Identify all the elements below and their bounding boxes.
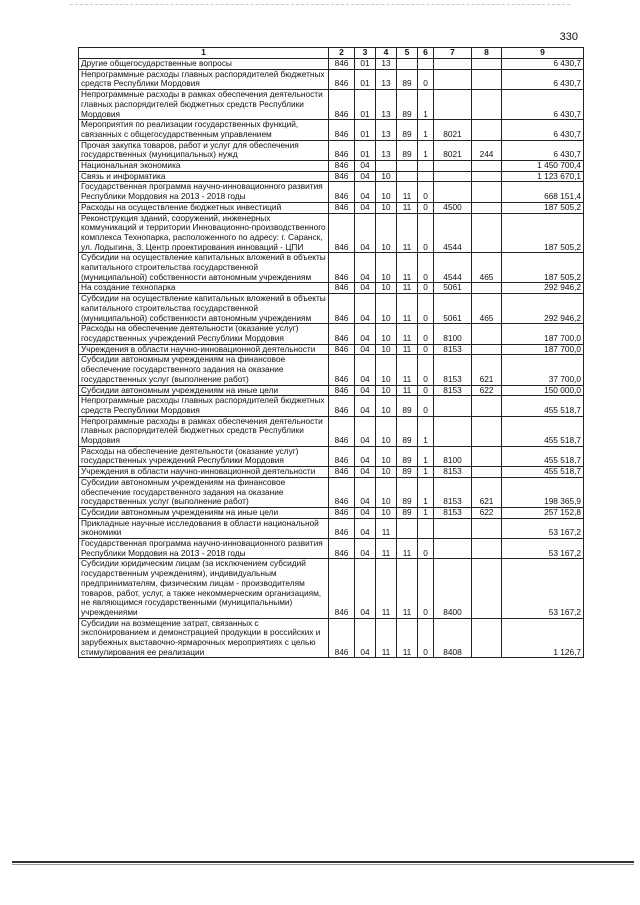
row-amount: 668 151,4 [502,182,584,202]
row-amount: 292 946,2 [502,294,584,324]
table-row [79,396,584,416]
row-code-expense-type: 621 [472,477,502,507]
table-row [79,59,584,70]
row-code-subprogram: 0 [418,539,434,559]
table-row [79,69,584,89]
table-row [79,518,584,538]
col-header: 7 [434,48,472,59]
row-code-subsection: 10 [376,396,397,416]
row-code-target: 5061 [434,294,472,324]
scan-top-edge [70,4,570,5]
row-code-expense-type [472,283,502,294]
budget-table [78,47,584,658]
row-name: Субсидии юридическим лицам (за исключением субсидий государственным учреждениям), индивидуальным предпринимателям, физическим лицам - производителям товаров, работ, услуг, а также некоммерческим организациям, не являющимся государственными (муниципальными) учреждениями [79,559,329,618]
row-code-expense-type [472,59,502,70]
row-code-ministry: 846 [329,171,355,182]
row-code-ministry: 846 [329,507,355,518]
row-code-ministry: 846 [329,90,355,120]
row-code-ministry: 846 [329,213,355,253]
row-code-subsection: 10 [376,253,397,283]
row-name: Национальная экономика [79,161,329,172]
row-code-expense-type: 465 [472,294,502,324]
row-code-program: 11 [397,618,418,658]
col-header: 2 [329,48,355,59]
row-code-ministry: 846 [329,344,355,355]
row-code-ministry: 846 [329,120,355,140]
table-header-row [79,48,584,59]
row-name: Связь и информатика [79,171,329,182]
row-code-expense-type: 244 [472,140,502,160]
row-code-subprogram: 0 [418,396,434,416]
row-code-ministry: 846 [329,294,355,324]
row-code-ministry: 846 [329,182,355,202]
row-code-program: 89 [397,140,418,160]
table-row [79,344,584,355]
row-name: Субсидии на осуществление капитальных вложений в объекты капитального строительства государственной (муниципальной) собственности автономным учреждениям [79,294,329,324]
row-code-expense-type [472,467,502,478]
row-code-subsection: 10 [376,416,397,446]
row-code-section: 04 [355,467,376,478]
row-code-subsection: 10 [376,467,397,478]
row-code-subsection: 10 [376,446,397,466]
table-row [79,171,584,182]
row-code-expense-type: 621 [472,355,502,385]
row-code-subsection: 13 [376,69,397,89]
row-code-subprogram: 0 [418,385,434,396]
row-name: Субсидии на осуществление капитальных вложений в объекты капитального строительства государственной (муниципальной) собственности автономным учреждениям [79,253,329,283]
row-code-expense-type [472,213,502,253]
row-code-section: 04 [355,283,376,294]
row-code-target: 4544 [434,213,472,253]
row-code-program [397,59,418,70]
row-code-target: 4500 [434,202,472,213]
table-row [79,477,584,507]
row-name: Государственная программа научно-инновационного развития Республики Мордовия на 2013 - 2018 годы [79,182,329,202]
row-amount: 1 126,7 [502,618,584,658]
table-body [79,59,584,658]
col-header: 9 [502,48,584,59]
table-row [79,539,584,559]
row-code-section: 04 [355,294,376,324]
row-name: Учреждения в области научно-инновационной деятельности [79,344,329,355]
row-code-program: 89 [397,69,418,89]
row-name: Непрограммные расходы главных распорядителей бюджетных средств Республики Мордовия [79,396,329,416]
col-header: 6 [418,48,434,59]
row-code-target: 8400 [434,559,472,618]
row-code-program: 11 [397,559,418,618]
row-code-section: 01 [355,59,376,70]
row-code-subsection: 10 [376,385,397,396]
row-code-subprogram [418,171,434,182]
row-code-section: 04 [355,559,376,618]
row-code-expense-type [472,618,502,658]
table-row [79,202,584,213]
row-code-section: 04 [355,507,376,518]
row-code-subprogram: 1 [418,507,434,518]
page-number: 330 [559,31,578,43]
row-code-subprogram: 1 [418,120,434,140]
table-row [79,467,584,478]
row-code-target: 5061 [434,283,472,294]
row-code-section: 04 [355,182,376,202]
row-code-section: 04 [355,539,376,559]
row-code-subsection: 13 [376,140,397,160]
row-amount: 187 700,0 [502,324,584,344]
row-code-ministry: 846 [329,140,355,160]
row-amount: 37 700,0 [502,355,584,385]
row-code-section: 04 [355,344,376,355]
row-name: Непрограммные расходы в рамках обеспечения деятельности главных распорядителей бюджетных средств Республики Мордовия [79,90,329,120]
row-amount: 53 167,2 [502,559,584,618]
row-code-subprogram: 0 [418,283,434,294]
col-header: 5 [397,48,418,59]
row-amount: 187 700,0 [502,344,584,355]
row-code-subprogram: 1 [418,140,434,160]
row-code-subprogram: 0 [418,355,434,385]
row-code-target [434,518,472,538]
row-code-program: 11 [397,385,418,396]
row-code-program: 89 [397,507,418,518]
row-amount: 455 518,7 [502,416,584,446]
row-code-expense-type [472,182,502,202]
row-amount: 1 450 700,4 [502,161,584,172]
row-code-subsection: 10 [376,324,397,344]
row-code-target [434,171,472,182]
row-code-subsection: 10 [376,283,397,294]
row-code-program: 11 [397,213,418,253]
row-code-subsection: 10 [376,477,397,507]
row-amount: 198 365,9 [502,477,584,507]
row-amount: 257 152,8 [502,507,584,518]
row-code-program: 89 [397,396,418,416]
row-code-program: 89 [397,90,418,120]
row-code-expense-type [472,120,502,140]
row-code-subprogram: 1 [418,446,434,466]
row-code-ministry: 846 [329,396,355,416]
row-code-section: 04 [355,202,376,213]
row-code-subprogram: 0 [418,559,434,618]
row-code-subsection: 13 [376,120,397,140]
table-row [79,294,584,324]
row-code-expense-type [472,344,502,355]
row-code-program: 89 [397,477,418,507]
row-code-section: 04 [355,396,376,416]
row-code-ministry: 846 [329,416,355,446]
row-code-expense-type: 465 [472,253,502,283]
row-code-ministry: 846 [329,618,355,658]
row-code-subsection: 10 [376,355,397,385]
row-code-ministry: 846 [329,283,355,294]
row-code-ministry: 846 [329,467,355,478]
col-header: 4 [376,48,397,59]
row-code-section: 01 [355,69,376,89]
row-name: Прочая закупка товаров, работ и услуг для обеспечения государственных (муниципальных) нужд [79,140,329,160]
row-code-target [434,161,472,172]
table-row [79,416,584,446]
row-code-program [397,171,418,182]
row-code-expense-type [472,202,502,213]
row-code-target [434,59,472,70]
table-row [79,355,584,385]
row-code-subprogram: 0 [418,202,434,213]
row-code-expense-type [472,446,502,466]
row-code-subprogram: 1 [418,416,434,446]
row-code-section: 04 [355,416,376,446]
row-code-section: 01 [355,90,376,120]
row-amount: 455 518,7 [502,396,584,416]
row-code-subprogram [418,59,434,70]
row-name: Расходы на обеспечение деятельности (оказание услуг) государственных учреждений Республики Мордовия [79,324,329,344]
row-code-subsection: 13 [376,59,397,70]
row-code-subsection: 13 [376,90,397,120]
row-name: Непрограммные расходы в рамках обеспечения деятельности главных распорядителей бюджетных средств Республики Мордовия [79,416,329,446]
row-code-ministry: 846 [329,253,355,283]
row-code-ministry: 846 [329,59,355,70]
row-code-section: 01 [355,140,376,160]
row-amount: 292 946,2 [502,283,584,294]
row-code-subsection: 10 [376,202,397,213]
row-code-subprogram: 0 [418,324,434,344]
row-code-program: 11 [397,202,418,213]
row-amount: 1 123 670,1 [502,171,584,182]
row-code-subsection: 11 [376,559,397,618]
row-code-subsection: 10 [376,213,397,253]
table-row [79,253,584,283]
row-code-section: 04 [355,355,376,385]
row-code-ministry: 846 [329,559,355,618]
row-amount: 6 430,7 [502,140,584,160]
row-code-expense-type: 622 [472,507,502,518]
row-code-section: 04 [355,213,376,253]
row-name: Субсидии автономным учреждениям на финансовое обеспечение государственного задания на оказание государственных услуг (выполнение работ) [79,355,329,385]
row-name: Государственная программа научно-инновационного развития Республики Мордовия на 2013 - 2018 годы [79,539,329,559]
row-amount: 53 167,2 [502,518,584,538]
row-code-subprogram: 1 [418,477,434,507]
row-code-ministry: 846 [329,446,355,466]
row-code-expense-type [472,324,502,344]
row-name: Расходы на обеспечение деятельности (оказание услуг) государственных учреждений Республики Мордовия [79,446,329,466]
row-code-target: 4544 [434,253,472,283]
row-name: Реконструкция зданий, сооружений, инженерных коммуникаций и территории Инновационно-производственного комплекса Технопарка, расположенного по адресу: г. Саранск, ул. Лодыгина, 3. Центр проектирования инноваций - ЦПИ [79,213,329,253]
row-code-subprogram [418,161,434,172]
row-code-target: 8100 [434,324,472,344]
row-code-target: 8153 [434,507,472,518]
row-code-subsection: 11 [376,518,397,538]
row-name: Учреждения в области научно-инновационной деятельности [79,467,329,478]
row-code-subprogram: 0 [418,344,434,355]
row-code-expense-type [472,171,502,182]
row-code-subsection: 10 [376,344,397,355]
row-code-program: 11 [397,539,418,559]
row-code-section: 04 [355,324,376,344]
row-name: Субсидии автономным учреждениям на финансовое обеспечение государственного задания на оказание государственных услуг (выполнение работ) [79,477,329,507]
row-code-expense-type [472,90,502,120]
row-code-program: 89 [397,416,418,446]
row-name: Субсидии на возмещение затрат, связанных с экспонированием и демонстрацией продукции в российских и зарубежных выставочно-ярмарочных мероприятиях с целью стимулирования ее реализации [79,618,329,658]
row-code-subprogram: 0 [418,182,434,202]
col-header: 3 [355,48,376,59]
row-code-target: 8153 [434,344,472,355]
row-code-section: 04 [355,618,376,658]
row-code-section: 04 [355,446,376,466]
table-row [79,120,584,140]
row-code-ministry: 846 [329,69,355,89]
row-code-target [434,182,472,202]
table-row [79,90,584,120]
row-code-program: 89 [397,467,418,478]
row-code-target [434,69,472,89]
row-name: Мероприятия по реализации государственных функций, связанных с общегосударственным управлением [79,120,329,140]
row-code-target [434,396,472,416]
row-code-section: 04 [355,253,376,283]
row-name: Субсидии автономным учреждениям на иные цели [79,385,329,396]
row-code-subsection: 11 [376,539,397,559]
row-code-ministry: 846 [329,324,355,344]
row-code-expense-type [472,69,502,89]
row-code-target [434,416,472,446]
row-code-target [434,539,472,559]
row-code-expense-type [472,539,502,559]
table-row [79,507,584,518]
row-code-section: 04 [355,518,376,538]
row-amount: 187 505,2 [502,213,584,253]
row-code-target: 8153 [434,477,472,507]
row-amount: 53 167,2 [502,539,584,559]
row-code-expense-type [472,518,502,538]
row-name: Непрограммные расходы главных распорядителей бюджетных средств Республики Мордовия [79,69,329,89]
row-code-subsection: 10 [376,171,397,182]
row-amount: 6 430,7 [502,120,584,140]
row-code-target: 8153 [434,355,472,385]
row-code-subsection: 10 [376,507,397,518]
row-code-subsection: 11 [376,618,397,658]
row-amount: 6 430,7 [502,90,584,120]
table-row [79,446,584,466]
row-code-ministry: 846 [329,539,355,559]
row-code-program: 11 [397,253,418,283]
row-code-program: 11 [397,344,418,355]
table-row [79,559,584,618]
row-code-subprogram: 1 [418,467,434,478]
row-code-section: 04 [355,385,376,396]
row-code-program: 89 [397,446,418,466]
row-code-subprogram: 0 [418,618,434,658]
row-name: На создание технопарка [79,283,329,294]
row-code-expense-type [472,396,502,416]
row-code-expense-type [472,416,502,446]
row-code-target: 8153 [434,467,472,478]
row-code-target: 8153 [434,385,472,396]
row-code-ministry: 846 [329,202,355,213]
row-code-target: 8408 [434,618,472,658]
row-code-ministry: 846 [329,518,355,538]
row-name: Расходы на осуществление бюджетных инвестиций [79,202,329,213]
scan-bottom-edge-shadow [12,864,634,865]
table-row [79,324,584,344]
row-code-program: 11 [397,324,418,344]
row-code-subprogram: 0 [418,253,434,283]
table-row [79,140,584,160]
row-code-program: 11 [397,283,418,294]
row-code-subsection: 10 [376,182,397,202]
row-code-ministry: 846 [329,385,355,396]
row-code-subprogram [418,518,434,538]
row-code-ministry: 846 [329,355,355,385]
col-header: 1 [79,48,329,59]
row-code-subprogram: 1 [418,90,434,120]
row-code-expense-type [472,161,502,172]
row-amount: 455 518,7 [502,467,584,478]
row-code-section: 04 [355,171,376,182]
row-code-subprogram: 0 [418,69,434,89]
scan-bottom-edge [12,861,634,863]
table-row [79,161,584,172]
row-code-program: 11 [397,182,418,202]
row-code-target [434,90,472,120]
row-name: Другие общегосударственные вопросы [79,59,329,70]
table-row [79,213,584,253]
row-code-subprogram: 0 [418,213,434,253]
row-code-program [397,161,418,172]
row-name: Субсидии автономным учреждениям на иные цели [79,507,329,518]
row-name: Прикладные научные исследования в области национальной экономики [79,518,329,538]
row-amount: 6 430,7 [502,69,584,89]
row-code-ministry: 846 [329,161,355,172]
row-amount: 6 430,7 [502,59,584,70]
row-code-target: 8021 [434,120,472,140]
row-code-target: 8021 [434,140,472,160]
table-row [79,283,584,294]
table-row [79,385,584,396]
row-code-subprogram: 0 [418,294,434,324]
row-code-section: 01 [355,120,376,140]
table-row [79,618,584,658]
row-code-ministry: 846 [329,477,355,507]
table-row [79,182,584,202]
row-code-program: 11 [397,294,418,324]
row-code-expense-type: 622 [472,385,502,396]
row-code-subsection [376,161,397,172]
col-header: 8 [472,48,502,59]
row-code-section: 04 [355,161,376,172]
row-amount: 187 505,2 [502,253,584,283]
row-amount: 150 000,0 [502,385,584,396]
row-code-section: 04 [355,477,376,507]
row-code-expense-type [472,559,502,618]
row-amount: 455 518,7 [502,446,584,466]
row-code-subsection: 10 [376,294,397,324]
row-code-target: 8100 [434,446,472,466]
row-code-program: 89 [397,120,418,140]
row-code-program: 11 [397,355,418,385]
row-code-program [397,518,418,538]
row-amount: 187 505,2 [502,202,584,213]
